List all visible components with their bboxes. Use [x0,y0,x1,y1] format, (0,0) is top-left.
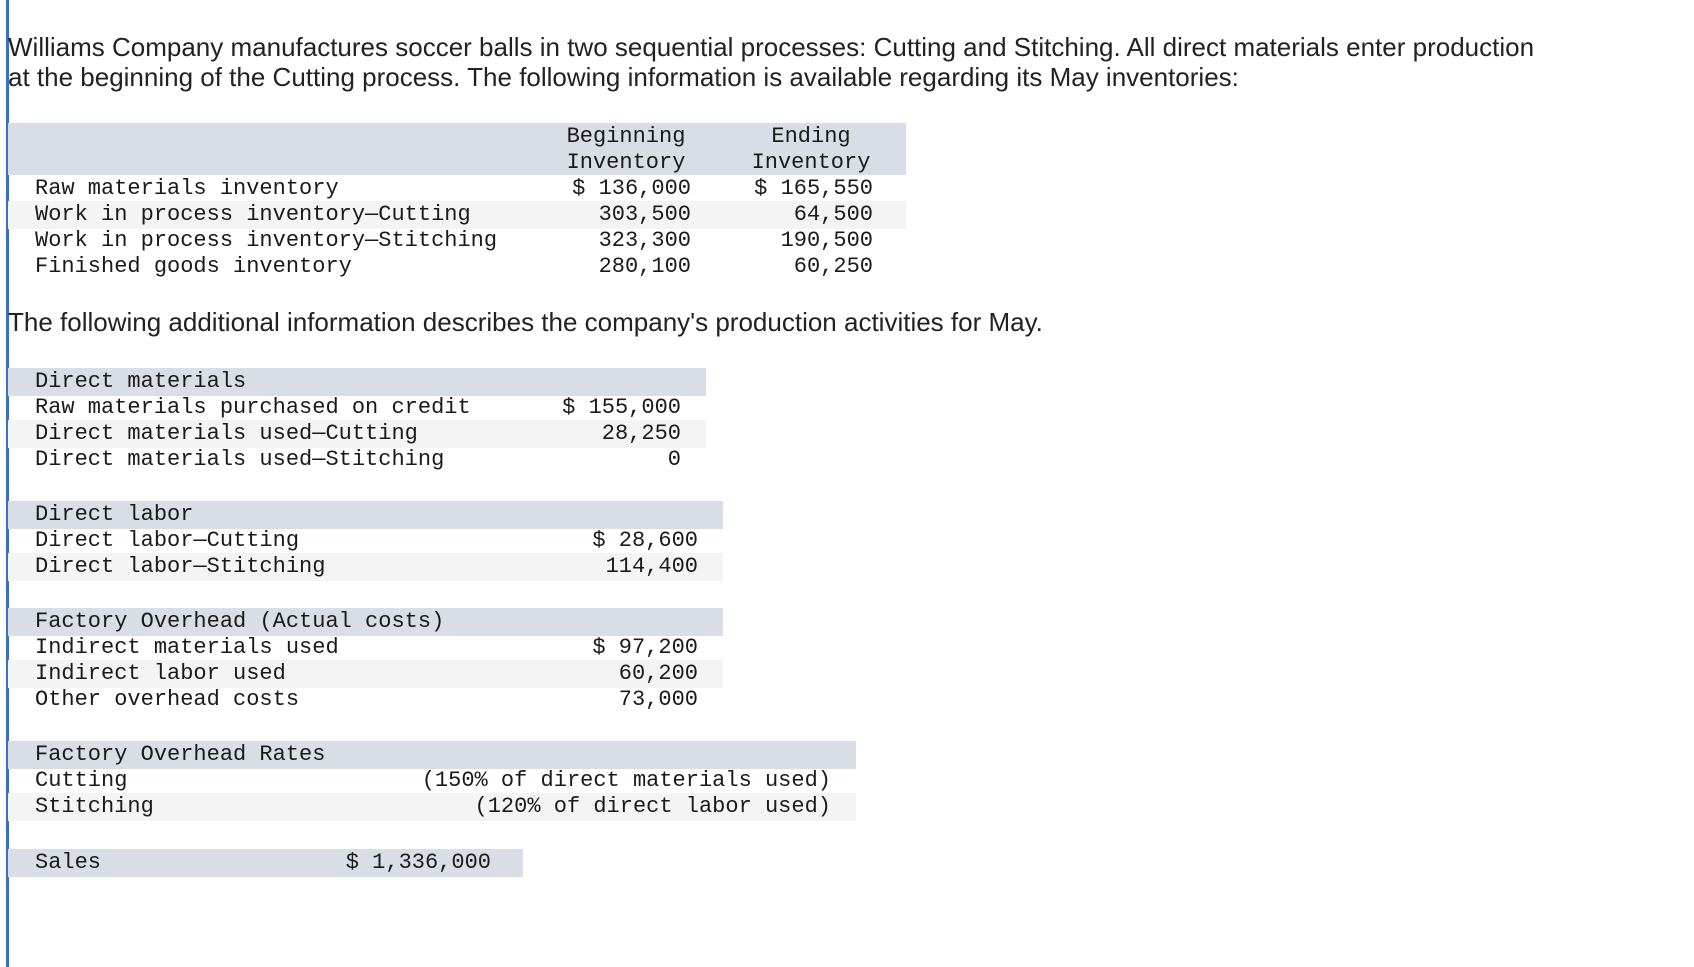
overhead-rates-row-value: (120% of direct labor used) [474,794,831,819]
sales-value: $ 1,336,000 [345,850,491,875]
beginning-header-line2: Inventory [566,150,686,175]
factory-overhead-header-label: Factory Overhead (Actual costs) [35,609,445,634]
inventory-row-label: Work in process inventory—Stitching [35,228,498,253]
factory-overhead-row-value: 73,000 [618,687,698,712]
overhead-rates-header [8,741,856,769]
additional-info-text: The following additional information describes the company's production activities for May. [8,307,1043,337]
sales-row [8,849,523,877]
direct-labor-row-label: Direct labor—Stitching [35,554,326,579]
factory-overhead-row [8,634,723,662]
beginning-header-line1: Beginning [566,124,686,149]
direct-materials-row-value: 0 [667,447,681,472]
intro-line-2: at the beginning of the Cutting process. The following information is available regarding its May inventories: [8,62,1239,92]
inventory-row [8,175,906,203]
direct-labor-row-label: Direct labor—Cutting [35,528,300,553]
direct-labor-header-label: Direct labor [35,502,194,527]
overhead-rates-row [8,793,856,821]
inventory-row [8,253,906,281]
sales-label: Sales [35,850,102,875]
direct-materials-row-label: Raw materials purchased on credit [35,395,471,420]
direct-materials-row [8,420,706,448]
direct-labor-row-value: $ 28,600 [592,528,698,553]
factory-overhead-row-value: 60,200 [618,661,698,686]
inventory-row-beginning: 303,500 [598,202,691,227]
overhead-rates-header-label: Factory Overhead Rates [35,742,326,767]
inventory-row-label: Work in process inventory—Cutting [35,202,471,227]
direct-materials-row-value: 28,250 [601,421,681,446]
direct-labor-row [8,527,723,555]
inventory-row-beginning: 280,100 [598,254,691,279]
factory-overhead-row [8,686,723,714]
inventory-row-ending: 190,500 [780,228,873,253]
direct-materials-row-label: Direct materials used—Cutting [35,421,418,446]
factory-overhead-header [8,608,723,636]
inventory-row [8,201,906,229]
ending-header-line2: Inventory [751,150,871,175]
overhead-rates-row-label: Cutting [35,768,128,793]
factory-overhead-row-label: Indirect materials used [35,635,339,660]
direct-labor-row [8,553,723,581]
inventory-row [8,227,906,255]
inventory-row-ending: 60,250 [793,254,873,279]
factory-overhead-row-label: Other overhead costs [35,687,300,712]
direct-labor-row-value: 114,400 [605,554,698,579]
inventory-row-ending: 64,500 [793,202,873,227]
overhead-rates-row-value: (150% of direct materials used) [421,768,831,793]
intro-line-1: Williams Company manufactures soccer balls in two sequential processes: Cutting and Stitching. All direct materials enter production [8,32,1535,62]
factory-overhead-row-label: Indirect labor used [35,661,286,686]
direct-materials-row [8,394,706,422]
inventory-row-label: Finished goods inventory [35,254,352,279]
inventory-row-beginning: $ 136,000 [572,176,691,201]
direct-materials-header-label: Direct materials [35,369,247,394]
factory-overhead-row-value: $ 97,200 [592,635,698,660]
ending-header-line1: Ending [771,124,851,149]
inventory-row-label: Raw materials inventory [35,176,339,201]
direct-materials-row-label: Direct materials used—Stitching [35,447,445,472]
inventory-row-beginning: 323,300 [598,228,691,253]
direct-materials-row [8,446,706,474]
inventory-row-ending: $ 165,550 [754,176,873,201]
direct-materials-header [8,368,706,396]
overhead-rates-row [8,767,856,795]
direct-labor-header [8,501,723,529]
overhead-rates-row-label: Stitching [35,794,154,819]
direct-materials-row-value: $ 155,000 [562,395,681,420]
factory-overhead-row [8,660,723,688]
